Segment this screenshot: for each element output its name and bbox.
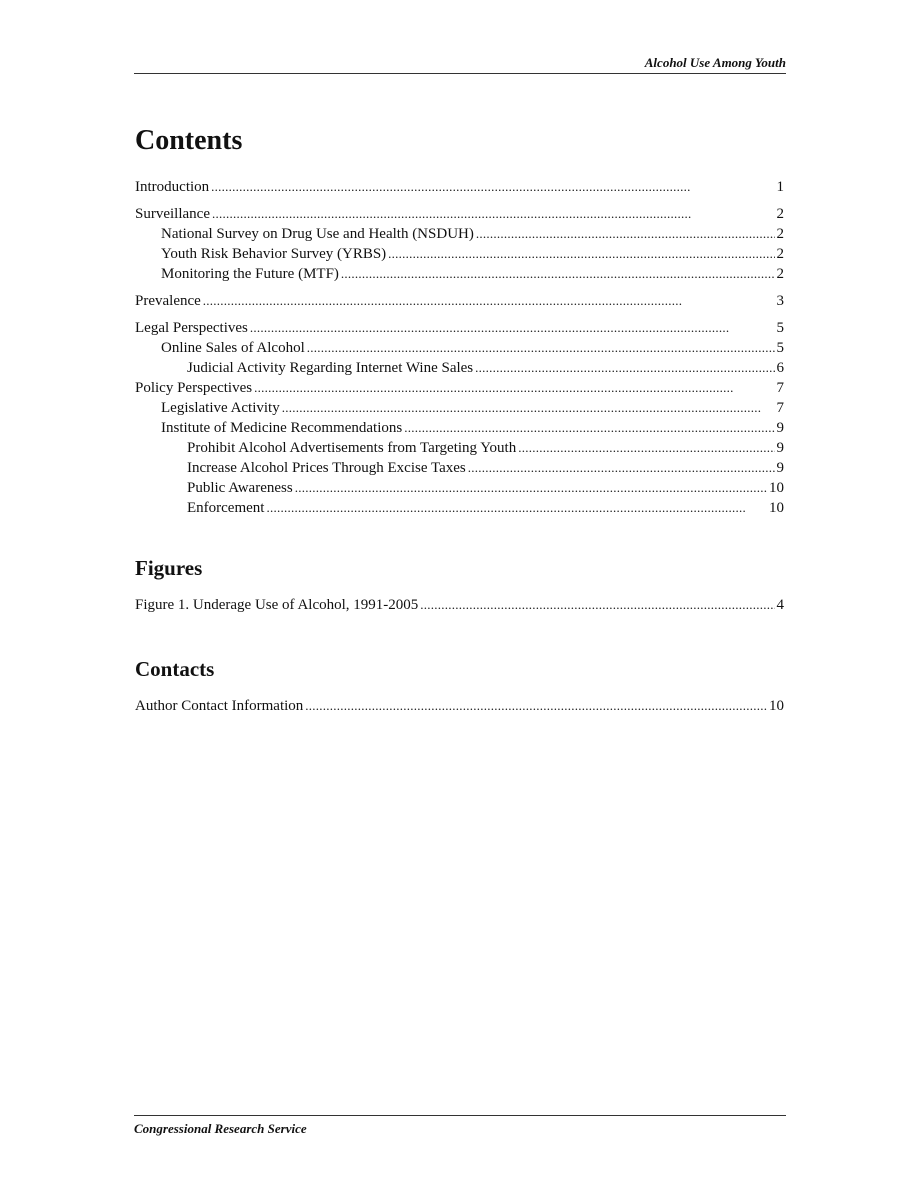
toc-entry-label: Enforcement xyxy=(187,500,265,516)
toc-entry-label: Introduction xyxy=(135,179,210,195)
toc-entry-surveillance[interactable] xyxy=(135,204,784,224)
toc-entry-author-contact[interactable] xyxy=(135,696,784,716)
running-header-title: Alcohol Use Among Youth xyxy=(644,55,786,70)
dot-leader xyxy=(420,595,774,615)
dot-leader xyxy=(307,338,775,358)
footer-organization: Congressional Research Service xyxy=(134,1121,307,1136)
dot-leader xyxy=(266,498,767,518)
dot-leader xyxy=(305,696,767,716)
toc-entry-label: Surveillance xyxy=(135,206,210,222)
toc-entry-label: Legislative Activity xyxy=(161,400,280,416)
toc-entry-label: Legal Perspectives xyxy=(135,320,248,336)
dot-leader xyxy=(211,177,774,197)
toc-entry-increase-prices[interactable] xyxy=(135,458,784,478)
toc-entry-label: Youth Risk Behavior Survey (YRBS) xyxy=(161,246,387,262)
dot-leader xyxy=(475,358,774,378)
figures-list xyxy=(135,595,784,615)
dot-leader xyxy=(282,398,775,418)
toc-entry-public-awareness[interactable] xyxy=(135,478,784,498)
dot-leader xyxy=(203,291,775,311)
toc-entry-enforcement[interactable] xyxy=(135,498,784,518)
toc-entry-label: Increase Alcohol Prices Through Excise Taxes xyxy=(187,460,466,476)
toc-entry-page: 10 xyxy=(769,480,784,496)
toc-entry-page: 2 xyxy=(776,206,784,222)
dot-leader xyxy=(250,318,775,338)
toc-entry-label: Prohibit Alcohol Advertisements from Targeting Youth xyxy=(187,440,517,456)
dot-leader xyxy=(404,418,774,438)
running-footer xyxy=(134,1115,786,1137)
contents-heading: Contents xyxy=(135,125,243,156)
dot-leader xyxy=(212,204,775,224)
toc-entry-page: 5 xyxy=(776,340,784,356)
dot-leader xyxy=(341,264,775,284)
toc-entry-page: 7 xyxy=(776,380,784,396)
toc-entry-legislative-activity[interactable] xyxy=(135,398,784,418)
toc-entry-figure-1[interactable] xyxy=(135,595,784,615)
toc-entry-label: Judicial Activity Regarding Internet Wine Sales xyxy=(187,360,474,376)
toc-entry-nsduh[interactable] xyxy=(135,224,784,244)
contents-list xyxy=(135,177,784,518)
toc-entry-page: 1 xyxy=(776,179,784,195)
dot-leader xyxy=(468,458,775,478)
figures-section xyxy=(135,555,784,615)
toc-entry-introduction[interactable] xyxy=(135,177,784,197)
toc-entry-label: Institute of Medicine Recommendations xyxy=(161,420,403,436)
toc-entry-page: 3 xyxy=(776,293,784,309)
figures-heading: Figures xyxy=(135,556,203,580)
toc-entry-label: Monitoring the Future (MTF) xyxy=(161,266,339,282)
toc-entry-page: 5 xyxy=(776,320,784,336)
toc-entry-label: Prevalence xyxy=(135,293,201,309)
toc-entry-page: 2 xyxy=(776,246,784,262)
toc-entry-prohibit-advertisements[interactable] xyxy=(135,438,784,458)
toc-entry-prevalence[interactable] xyxy=(135,291,784,311)
toc-entry-page: 2 xyxy=(776,266,784,282)
toc-entry-label: Figure 1. Underage Use of Alcohol, 1991-2005 xyxy=(135,597,419,613)
toc-entry-label: Online Sales of Alcohol xyxy=(161,340,305,356)
running-header xyxy=(134,55,786,74)
toc-page xyxy=(135,124,784,716)
toc-entry-page: 10 xyxy=(769,698,784,714)
toc-entry-online-sales[interactable] xyxy=(135,338,784,358)
toc-entry-page: 10 xyxy=(769,500,784,516)
dot-leader xyxy=(518,438,774,458)
contacts-list xyxy=(135,696,784,716)
toc-entry-page: 6 xyxy=(776,360,784,376)
toc-entry-label: Public Awareness xyxy=(187,480,293,496)
contacts-heading: Contacts xyxy=(135,657,215,681)
toc-entry-page: 9 xyxy=(776,460,784,476)
toc-entry-page: 9 xyxy=(776,440,784,456)
dot-leader xyxy=(476,224,775,244)
contents-section xyxy=(135,124,784,518)
contacts-section xyxy=(135,656,784,716)
toc-entry-page: 7 xyxy=(776,400,784,416)
toc-entry-page: 9 xyxy=(776,420,784,436)
toc-entry-label: Policy Perspectives xyxy=(135,380,253,396)
toc-entry-policy-perspectives[interactable] xyxy=(135,378,784,398)
toc-entry-label: Author Contact Information xyxy=(135,698,304,714)
toc-entry-iom-recommendations[interactable] xyxy=(135,418,784,438)
dot-leader xyxy=(388,244,774,264)
dot-leader xyxy=(295,478,767,498)
toc-entry-legal-perspectives[interactable] xyxy=(135,318,784,338)
toc-entry-mtf[interactable] xyxy=(135,264,784,284)
toc-entry-page: 4 xyxy=(776,597,784,613)
toc-entry-label: National Survey on Drug Use and Health (NSDUH) xyxy=(161,226,474,242)
toc-entry-page: 2 xyxy=(776,226,784,242)
toc-entry-yrbs[interactable] xyxy=(135,244,784,264)
toc-entry-judicial-activity[interactable] xyxy=(135,358,784,378)
dot-leader xyxy=(254,378,774,398)
